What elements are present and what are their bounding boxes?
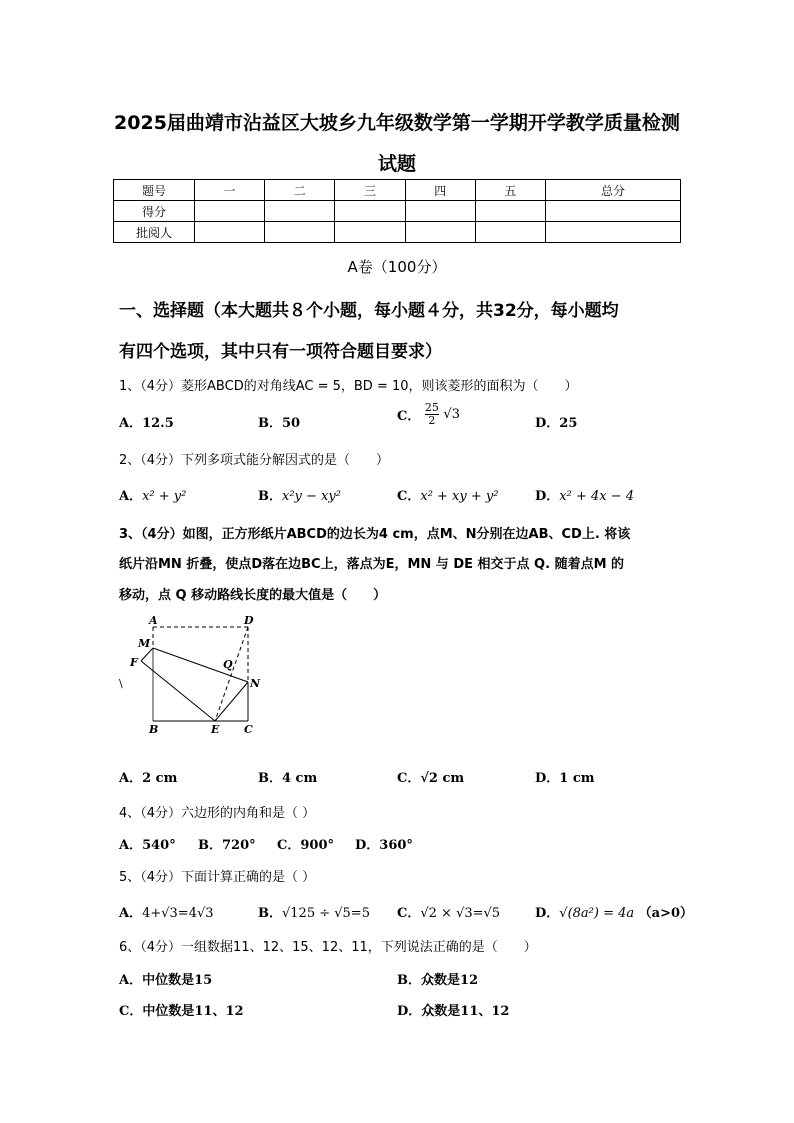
option-label: A．	[119, 489, 143, 504]
table-cell: 一	[195, 180, 265, 201]
table-cell	[405, 222, 475, 243]
label-b: B	[149, 723, 159, 736]
table-row	[114, 201, 681, 222]
denominator: 2	[428, 414, 436, 427]
section-heading-line2: 有四个选项，其中只有一项符合题目要求）	[119, 342, 442, 362]
table-cell: 四	[405, 180, 475, 201]
table-cell: 三	[335, 180, 405, 201]
doc-title-line2: 试题	[377, 153, 416, 175]
table-cell	[265, 201, 335, 222]
score-table	[113, 179, 681, 243]
segment-mn	[153, 648, 248, 682]
q2-option-b	[258, 485, 341, 504]
question-1-stem: 1、（4分）菱形ABCD的对角线AC = 5，BD = 10，则该菱形的面积为（ ）	[119, 379, 578, 394]
table-cell: 批阅人	[114, 222, 195, 243]
math-expression: √125 ÷ √5=5	[282, 906, 370, 921]
q3-option-a: A．2 cm	[119, 771, 178, 786]
table-cell: 二	[265, 180, 335, 201]
table-cell	[546, 201, 681, 222]
option-label: C．	[397, 906, 421, 921]
math-expression: x² + xy + y²	[420, 489, 499, 504]
fraction	[425, 402, 439, 427]
table-cell	[475, 201, 545, 222]
table-cell: 五	[475, 180, 545, 201]
table-row	[114, 222, 681, 243]
option-label: C．	[397, 409, 421, 424]
q3-option-d: D．1 cm	[535, 771, 595, 786]
label-f: F	[130, 656, 138, 669]
q3-option-c	[397, 767, 464, 786]
q1-option-d: D．25	[535, 416, 578, 431]
math-expression: √2 × √3=√5	[420, 906, 501, 921]
table-cell	[335, 201, 405, 222]
q5-option-b	[258, 902, 370, 921]
q3-option-b: B．4 cm	[258, 771, 318, 786]
table-cell: 总分	[546, 180, 681, 201]
q2-option-c	[397, 485, 498, 504]
option-label: B．	[258, 906, 282, 921]
option-label: C．	[397, 771, 421, 786]
geometry-figure	[110, 610, 280, 740]
q4-option-a: A．540°	[119, 838, 176, 853]
section-heading-line1: 一、选择题（本大题共８个小题，每小题４分，共32分，每小题均	[119, 301, 619, 321]
q2-option-d	[535, 485, 634, 504]
sqrt-expression: √3	[443, 407, 460, 422]
q6-option-a: A．中位数是15	[119, 973, 213, 988]
question-3-stem-line2: 纸片沿MN 折叠，使点D落在边BC上，落点为E，MN 与 DE 相交于点 Q. 随着点M 的	[119, 557, 625, 572]
table-row	[114, 180, 681, 201]
option-label: A．	[119, 906, 143, 921]
q6-option-d: D．众数是11、12	[397, 1004, 510, 1019]
option-label: D．	[535, 906, 560, 921]
label-a: A	[149, 614, 158, 627]
math-expression: x²y − xy²	[282, 489, 341, 504]
table-cell	[335, 222, 405, 243]
condition-note: （a>0）	[638, 906, 694, 921]
math-expression: √2 cm	[420, 771, 465, 786]
table-cell: 题号	[114, 180, 195, 201]
table-cell: 得分	[114, 201, 195, 222]
table-cell	[405, 201, 475, 222]
question-3-stem-line1: 3、（4分）如图，正方形纸片ABCD的边长为4 cm，点M、N分别在边AB、CD上. 将该	[119, 527, 631, 542]
q6-option-c: C．中位数是11、12	[119, 1004, 244, 1019]
stray-mark: \	[119, 677, 123, 690]
label-n: N	[250, 677, 261, 690]
q6-option-b: B．众数是12	[397, 973, 479, 988]
question-5-stem: 5、（4分）下面计算正确的是（ ）	[119, 870, 316, 885]
option-label: D．	[535, 489, 560, 504]
q4-option-b: B．720°	[198, 838, 256, 853]
label-m: M	[138, 637, 151, 650]
doc-title-line1: 2025届曲靖市沾益区大坡乡九年级数学第一学期开学教学质量检测	[114, 112, 680, 134]
q1-option-a: A．12.5	[119, 416, 174, 431]
math-expression: x² + y²	[142, 489, 187, 504]
q5-option-a	[119, 902, 214, 921]
paper-part-heading: A卷（100分）	[347, 258, 447, 276]
q2-option-a	[119, 485, 186, 504]
question-2-stem: 2、（4分）下列多项式能分解因式的是（ ）	[119, 453, 390, 468]
option-label: C．	[397, 489, 421, 504]
question-4-stem: 4、（4分）六边形的内角和是（ ）	[119, 806, 316, 821]
table-cell	[195, 201, 265, 222]
q1-option-b: B．50	[258, 416, 301, 431]
q5-option-c	[397, 902, 500, 921]
q4-option-d: D．360°	[355, 838, 413, 853]
question-6-stem: 6、（4分）一组数据11、12、15、12、11，下列说法正确的是（ ）	[119, 940, 537, 955]
question-3-stem-line3: 移动，点 Q 移动路线长度的最大值是（ ）	[119, 588, 387, 603]
segment-en	[215, 682, 248, 721]
table-cell	[265, 222, 335, 243]
label-q: Q	[223, 658, 233, 671]
segment-de	[215, 627, 248, 721]
segment-fe	[141, 661, 215, 721]
math-expression: √(8a²) = 4a	[559, 906, 635, 921]
math-expression: x² + 4x − 4	[559, 489, 635, 504]
table-cell	[475, 222, 545, 243]
table-cell	[546, 222, 681, 243]
label-e: E	[211, 723, 220, 736]
math-expression: 4+√3=4√3	[142, 906, 214, 921]
label-d: D	[244, 614, 254, 627]
option-label: B．	[258, 489, 282, 504]
numerator: 25	[424, 401, 439, 414]
q5-option-d	[535, 902, 693, 921]
q4-option-c: C．900°	[277, 838, 334, 853]
q1-option-c	[397, 402, 460, 427]
label-c: C	[244, 723, 253, 736]
table-cell	[195, 222, 265, 243]
